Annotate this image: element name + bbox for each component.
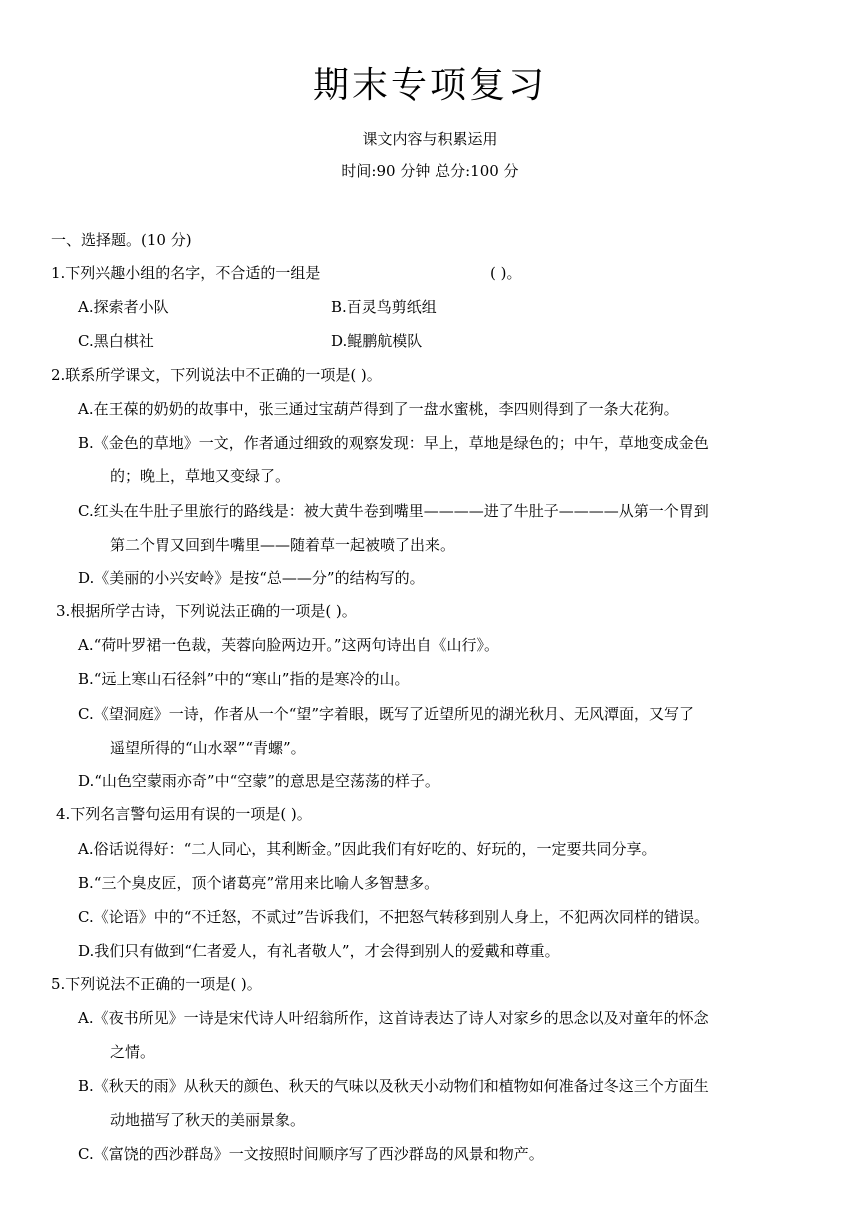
question-1-option-d: D.鲲鹏航模队	[331, 332, 423, 350]
question-4-option-b: B.“三个臭皮匠，顶个诸葛亮”常用来比喻人多智慧多。	[78, 874, 440, 892]
question-3-stem: 3.根据所学古诗，下列说法正确的一项是( )。	[56, 602, 357, 620]
question-1-option-b: B.百灵鸟剪纸组	[331, 298, 437, 316]
question-3-option-a: A.“荷叶罗裙一色裁，芙蓉向脸两边开。”这两句诗出自《山行》。	[78, 636, 499, 654]
question-3-option-c-cont: 遥望所得的“山水翠”“青螺”。	[110, 739, 306, 757]
question-2-option-b: B.《金色的草地》一文，作者通过细致的观察发现：早上，草地是绿色的；中午，草地变成金色	[78, 434, 709, 452]
question-3-option-d: D.“山色空蒙雨亦奇”中“空蒙”的意思是空荡荡的样子。	[78, 772, 440, 790]
question-1-stem: 1.下列兴趣小组的名字，不合适的一组是	[51, 264, 321, 282]
question-1-option-a: A.探索者小队	[78, 298, 169, 316]
question-1-option-c: C.黑白棋社	[78, 332, 154, 350]
page-title: 期末专项复习	[312, 65, 547, 106]
question-4-option-c: C.《论语》中的“不迁怒，不贰过”告诉我们，不把怒气转移到别人身上，不犯两次同样的错误。	[78, 908, 710, 926]
question-2-stem: 2.联系所学课文，下列说法中不正确的一项是( )。	[51, 366, 382, 384]
question-2-option-c-cont: 第二个胃又回到牛嘴里——随着草一起被喷了出来。	[110, 536, 456, 554]
exam-meta: 时间:90 分钟 总分:100 分	[341, 162, 519, 180]
section-heading: 一、选择题。(10 分)	[51, 231, 192, 249]
question-2-option-b-cont: 的；晚上，草地又变绿了。	[110, 467, 291, 485]
question-2-option-d: D.《美丽的小兴安岭》是按“总——分”的结构写的。	[78, 569, 425, 587]
question-4-option-a: A.俗话说得好：“二人同心，其利断金。”因此我们有好吃的、好玩的，一定要共同分享。	[78, 840, 657, 858]
question-2-option-a: A.在王葆的奶奶的故事中，张三通过宝葫芦得到了一盘水蜜桃，李四则得到了一条大花狗。	[78, 400, 679, 418]
page-subtitle: 课文内容与积累运用	[362, 130, 498, 148]
question-5-option-c: C.《富饶的西沙群岛》一文按照时间顺序写了西沙群岛的风景和物产。	[78, 1145, 544, 1163]
question-2-option-c: C.红头在牛肚子里旅行的路线是：被大黄牛卷到嘴里————进了牛肚子————从第一个胃到	[78, 502, 709, 520]
question-5-stem: 5.下列说法不正确的一项是( )。	[51, 975, 262, 993]
question-5-option-a: A.《夜书所见》一诗是宋代诗人叶绍翁所作，这首诗表达了诗人对家乡的思念以及对童年的怀念	[78, 1009, 709, 1027]
question-3-option-c: C.《望洞庭》一诗，作者从一个“望”字着眼，既写了近望所见的湖光秋月、无风潭面，又写了	[78, 705, 695, 723]
question-1-blank: ( )。	[490, 264, 522, 282]
question-3-option-b: B.“远上寒山石径斜”中的“寒山”指的是寒冷的山。	[78, 670, 410, 688]
question-4-stem: 4.下列名言警句运用有误的一项是( )。	[56, 805, 312, 823]
question-5-option-b-cont: 动地描写了秋天的美丽景象。	[110, 1111, 306, 1129]
question-4-option-d: D.我们只有做到“仁者爱人，有礼者敬人”，才会得到别人的爱戴和尊重。	[78, 942, 560, 960]
question-5-option-a-cont: 之情。	[110, 1043, 156, 1061]
question-5-option-b: B.《秋天的雨》从秋天的颜色、秋天的气味以及秋天小动物们和植物如何准备过冬这三个方面生	[78, 1077, 709, 1095]
